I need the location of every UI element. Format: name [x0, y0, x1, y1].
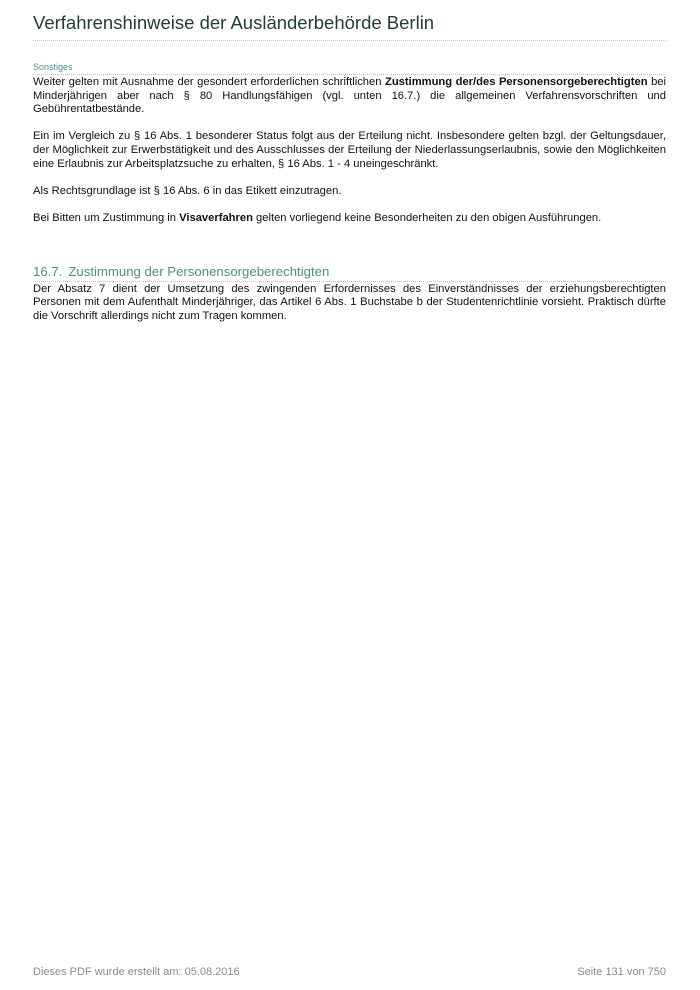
section-heading-16-7 — [33, 264, 666, 280]
footer-page-number: Seite 131 von 750 — [577, 966, 666, 978]
section-divider — [33, 281, 666, 282]
section-title: Zustimmung der Personensorgeberechtigten — [68, 263, 330, 279]
paragraph-sonstiges-2: Ein im Vergleich zu § 16 Abs. 1 besonderer Status folgt aus der Erteilung nicht. Insbesondere gelten bzgl. der Geltungsdauer, der Möglichkeit zur Erwerbstätigkeit und des Ausschlusses der Erteilung der Niederlassungserlaubnis, sowie den Möglichkeiten eine Erlaubnis zur Arbeitsplatzsuche zu erhalten, § 16 Abs. 1 - 4 uneingeschränkt. — [33, 130, 666, 170]
paragraph-text: Bei Bitten um Zustimmung in — [33, 211, 180, 224]
section-divider — [33, 74, 666, 75]
page-title: Verfahrenshinweise der Ausländerbehörde Berlin — [33, 12, 435, 33]
footer-created-date: Dieses PDF wurde erstellt am: 05.08.2016 — [33, 966, 240, 978]
paragraph-sonstiges-3: Als Rechtsgrundlage ist § 16 Abs. 6 in das Etikett einzutragen. — [33, 184, 342, 197]
paragraph-text: gelten vorliegend keine Besonderheiten zu den obigen Ausführungen. — [252, 211, 602, 224]
section-label-sonstiges: Sonstiges — [33, 62, 73, 72]
page-header — [33, 12, 666, 41]
bold-term-zustimmung: Zustimmung der/des Personensorgeberechtigten — [384, 76, 648, 88]
bold-term-visaverfahren: Visaverfahren — [179, 211, 253, 224]
page-content — [33, 61, 666, 337]
paragraph-text: Weiter gelten mit Ausnahme der gesondert erforderlichen schriftlichen — [33, 76, 385, 88]
paragraph-sonstiges-1 — [33, 76, 666, 117]
section-number: 16.7. — [33, 263, 63, 279]
paragraph-text: bei Minderjährigen aber nach § 80 Handlungsfähigen (vgl. unten 16.7.) die allgemeinen Verfahrensvorschriften und Gebührentatbestände. — [33, 76, 667, 116]
paragraph-16-7-1: Der Absatz 7 dient der Umsetzung des zwingenden Erfordernisses des Einverständnisses der erziehungsberechtigten Personen mit dem Aufenthalt Minderjähriger, das Artikel 6 Abs. 1 Buchstabe b der Studentenrichtlinie vorsieht. Praktisch dürfte die Vorschrift allerdings nicht zum Tragen kommen. — [33, 282, 666, 322]
paragraph-sonstiges-4 — [33, 212, 666, 226]
